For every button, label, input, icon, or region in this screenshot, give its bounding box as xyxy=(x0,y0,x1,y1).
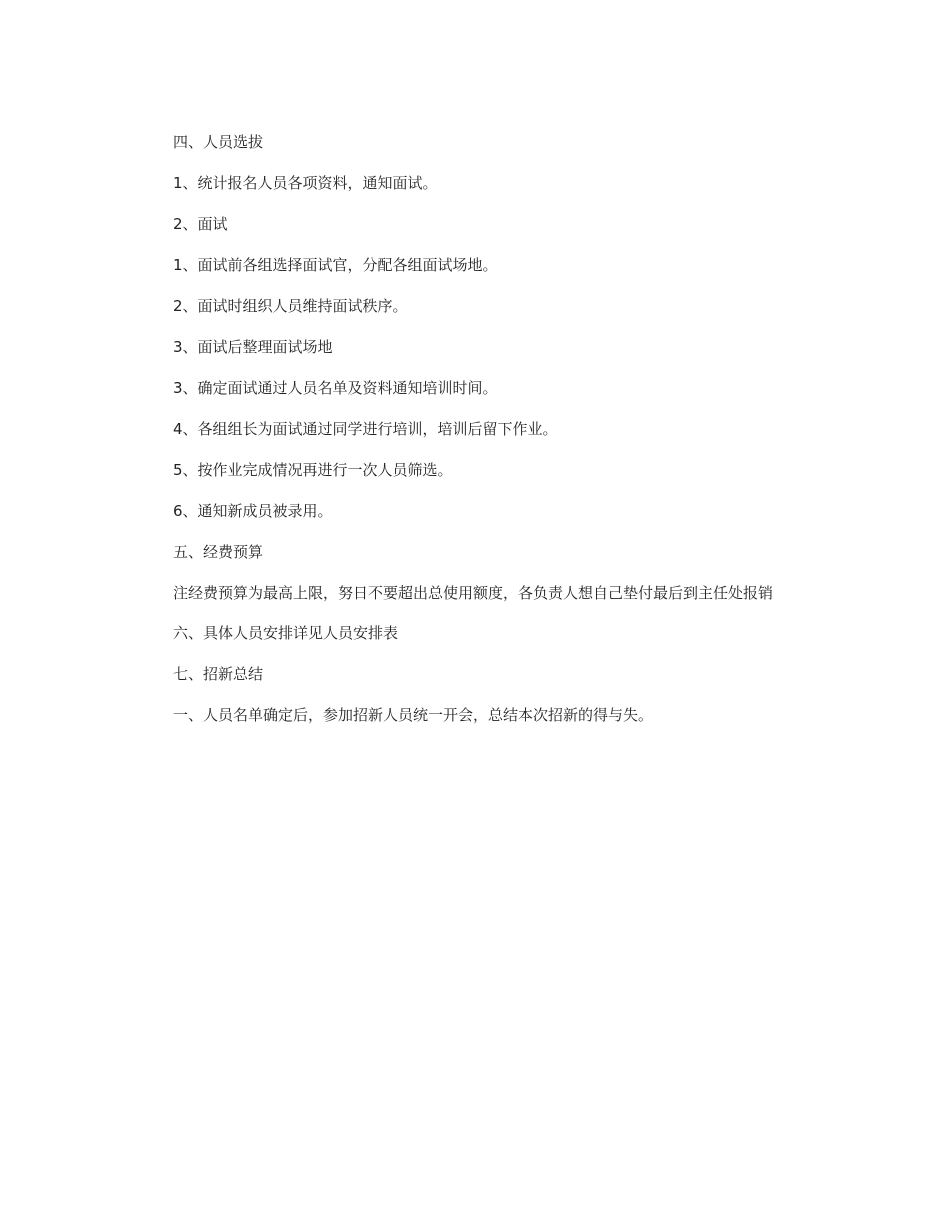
paragraph-summary-meeting: 一、人员名单确定后，参加招新人员统一开会，总结本次招新的得与失。 xyxy=(173,706,654,724)
section-heading-budget: 五、经费预算 xyxy=(173,543,264,561)
document-body xyxy=(140,131,812,745)
paragraph-notify-members: 6、通知新成员被录用。 xyxy=(173,502,333,520)
section-heading-summary: 七、招新总结 xyxy=(173,665,264,683)
paragraph-during-interview: 2、面试时组织人员维持面试秩序。 xyxy=(173,297,408,315)
paragraph-collect-applicant-data: 1、统计报名人员各项资料，通知面试。 xyxy=(173,174,438,192)
paragraph-training: 4、各组组长为面试通过同学进行培训，培训后留下作业。 xyxy=(173,420,558,438)
paragraph-confirm-list: 3、确定面试通过人员名单及资料通知培训时间。 xyxy=(173,379,498,397)
paragraph-after-interview: 3、面试后整理面试场地 xyxy=(173,338,333,356)
paragraph-interview: 2、面试 xyxy=(173,215,228,233)
section-heading-staff-arrangement: 六、具体人员安排详见人员安排表 xyxy=(173,624,399,642)
paragraph-screening: 5、按作业完成情况再进行一次人员筛选。 xyxy=(173,461,453,479)
section-heading-personnel-selection: 四、人员选拔 xyxy=(173,133,264,151)
paragraph-before-interview: 1、面试前各组选择面试官，分配各组面试场地。 xyxy=(173,256,498,274)
paragraph-budget-note: 注经费预算为最高上限，努日不要超出总使用额度，各负责人想自己垫付最后到主任处报销 xyxy=(173,584,774,602)
